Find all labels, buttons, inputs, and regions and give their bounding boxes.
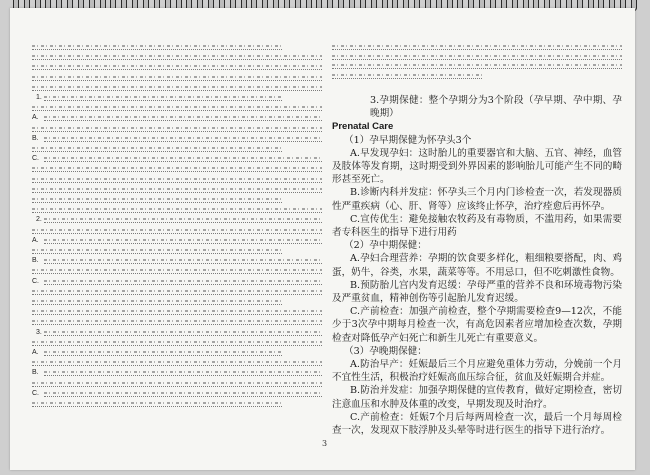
tibetan-text-line [44, 370, 322, 376]
tibetan-text-line [44, 279, 322, 285]
subheading-early: （1）孕早期保健为怀孕头3个 [344, 134, 472, 146]
tibetan-text-line [32, 228, 322, 234]
section-marker: C. [32, 155, 39, 163]
paragraph-a2: A.孕妇合理营养：孕期的饮食要多样化，粗细粮要搭配，肉、鸡蛋，奶牛，谷类，水果，蔬菜等等。不用忌口，但不吃刺激性食物。 [332, 253, 622, 278]
paragraph-c2: C.产前检查：加强产前检查，整个孕期需要检查9—12次，不能少于3次孕中期每月检查一次，有高危因素者应增加检查次数，孕期检查对降低孕产妇死亡和新生儿死亡有重要意义。 [332, 306, 622, 344]
tibetan-header-lines [332, 46, 622, 76]
tibetan-text-line [44, 156, 322, 162]
tibetan-text-line [332, 54, 622, 60]
paragraph-b2: B.预防胎儿宫内发育迟缓：孕母严重的营养不良和环境毒物污染及严重贫血，精神创伤等引起胎儿发育迟缓。 [332, 279, 622, 305]
paragraph-a3: A.防治早产：妊娠最后三个月应避免重体力劳动，分娩前一个月不宜性生活，积极治疗妊娠高血压综合征，贫血及妊娠期合并症。 [332, 359, 622, 384]
tibetan-text-line [44, 217, 322, 223]
section-marker: B. [32, 257, 39, 265]
section-heading: 3.孕期保健：整个孕期分为3个阶段（孕早期、孕中期、孕晚期） [370, 95, 622, 120]
tibetan-text-line [32, 64, 322, 70]
section-marker: 3. [36, 328, 42, 336]
paragraph-a1: A.早发现孕妇：这时胎儿的重要器官和大脑、五官、神经，血管及肢体等发育期，这时期受到外界因素的影响胎儿可能产生不同的畸形甚至死亡。 [332, 147, 622, 186]
paragraph-c1: C.宣传优生：避免接触农牧药及有毒物质，不滥用药，如果需要者专科医生的指导下进行用药 [332, 213, 622, 239]
tibetan-text-line [32, 340, 322, 346]
tibetan-text-line [32, 166, 322, 172]
tibetan-text-line [32, 197, 282, 203]
tibetan-text-line [32, 381, 322, 387]
tibetan-column [32, 44, 322, 414]
section-marker: A. [32, 236, 39, 244]
tibetan-text-line [32, 105, 322, 111]
tibetan-text-line [32, 187, 322, 193]
page-number: 3 [322, 439, 328, 448]
tibetan-text-line [44, 136, 322, 142]
paragraph-c3: C.产前检查：妊娠7个月后每两周检查一次，最后一个月每周检查一次，发现双下肢浮肿及头晕等时进行医生的指导下进行治疗。 [332, 411, 622, 437]
chinese-column [332, 46, 622, 437]
tibetan-text-line [32, 146, 282, 152]
section-marker: B. [32, 134, 39, 142]
section-marker: A. [32, 114, 39, 122]
tibetan-text-line [32, 319, 322, 325]
tibetan-text-line [44, 350, 282, 356]
paragraph-b1: B.诊断内科并发症：怀孕头三个月内门诊检查一次，若发现器质性严重疾病（心、肝、肾等）应该终止怀孕，治疗痊愈后再怀孕。 [332, 187, 622, 212]
tibetan-text-line [32, 75, 322, 81]
tibetan-text-line [32, 299, 282, 305]
section-marker: C. [32, 389, 39, 397]
document-page [10, 8, 635, 470]
section-marker: B. [32, 369, 39, 377]
paragraph-b3: B.防治并发症：加强孕期保健的宣传教育，做好定期检查，密切注意血压和水肿及体重的改变，早期发现及时治疗。 [332, 385, 622, 410]
tibetan-text-line [44, 391, 322, 397]
subheading-late: （3）孕晚期保健： [344, 345, 427, 357]
section-marker: 1. [36, 94, 42, 101]
tibetan-text-line [44, 258, 322, 264]
tibetan-text-line [44, 238, 322, 244]
tibetan-text-line [332, 63, 622, 69]
tibetan-text-line [32, 360, 322, 366]
tibetan-text-line [32, 85, 322, 91]
tibetan-text-line [32, 44, 282, 50]
tibetan-text-line [32, 248, 282, 254]
tibetan-text-line [32, 401, 282, 407]
tibetan-text-line [32, 268, 322, 274]
tibetan-text-line [32, 54, 322, 60]
section-marker: C. [32, 277, 39, 285]
tibetan-text-line [44, 115, 322, 121]
tibetan-text-line [32, 309, 322, 315]
tibetan-text-line [32, 289, 322, 295]
chinese-text [332, 94, 622, 437]
tibetan-text-line [32, 177, 322, 183]
section-heading-english: Prenatal Care [332, 121, 394, 133]
tibetan-text-line [32, 207, 322, 213]
section-marker: A. [32, 349, 39, 356]
tibetan-text-line [32, 126, 322, 132]
section-marker: 2. [36, 216, 42, 224]
tibetan-text-line [44, 330, 322, 336]
tibetan-text-line [332, 73, 482, 79]
subheading-middle: （2）孕中期保健： [344, 240, 427, 252]
tibetan-text-line [44, 95, 282, 101]
tibetan-text-line [332, 44, 622, 50]
